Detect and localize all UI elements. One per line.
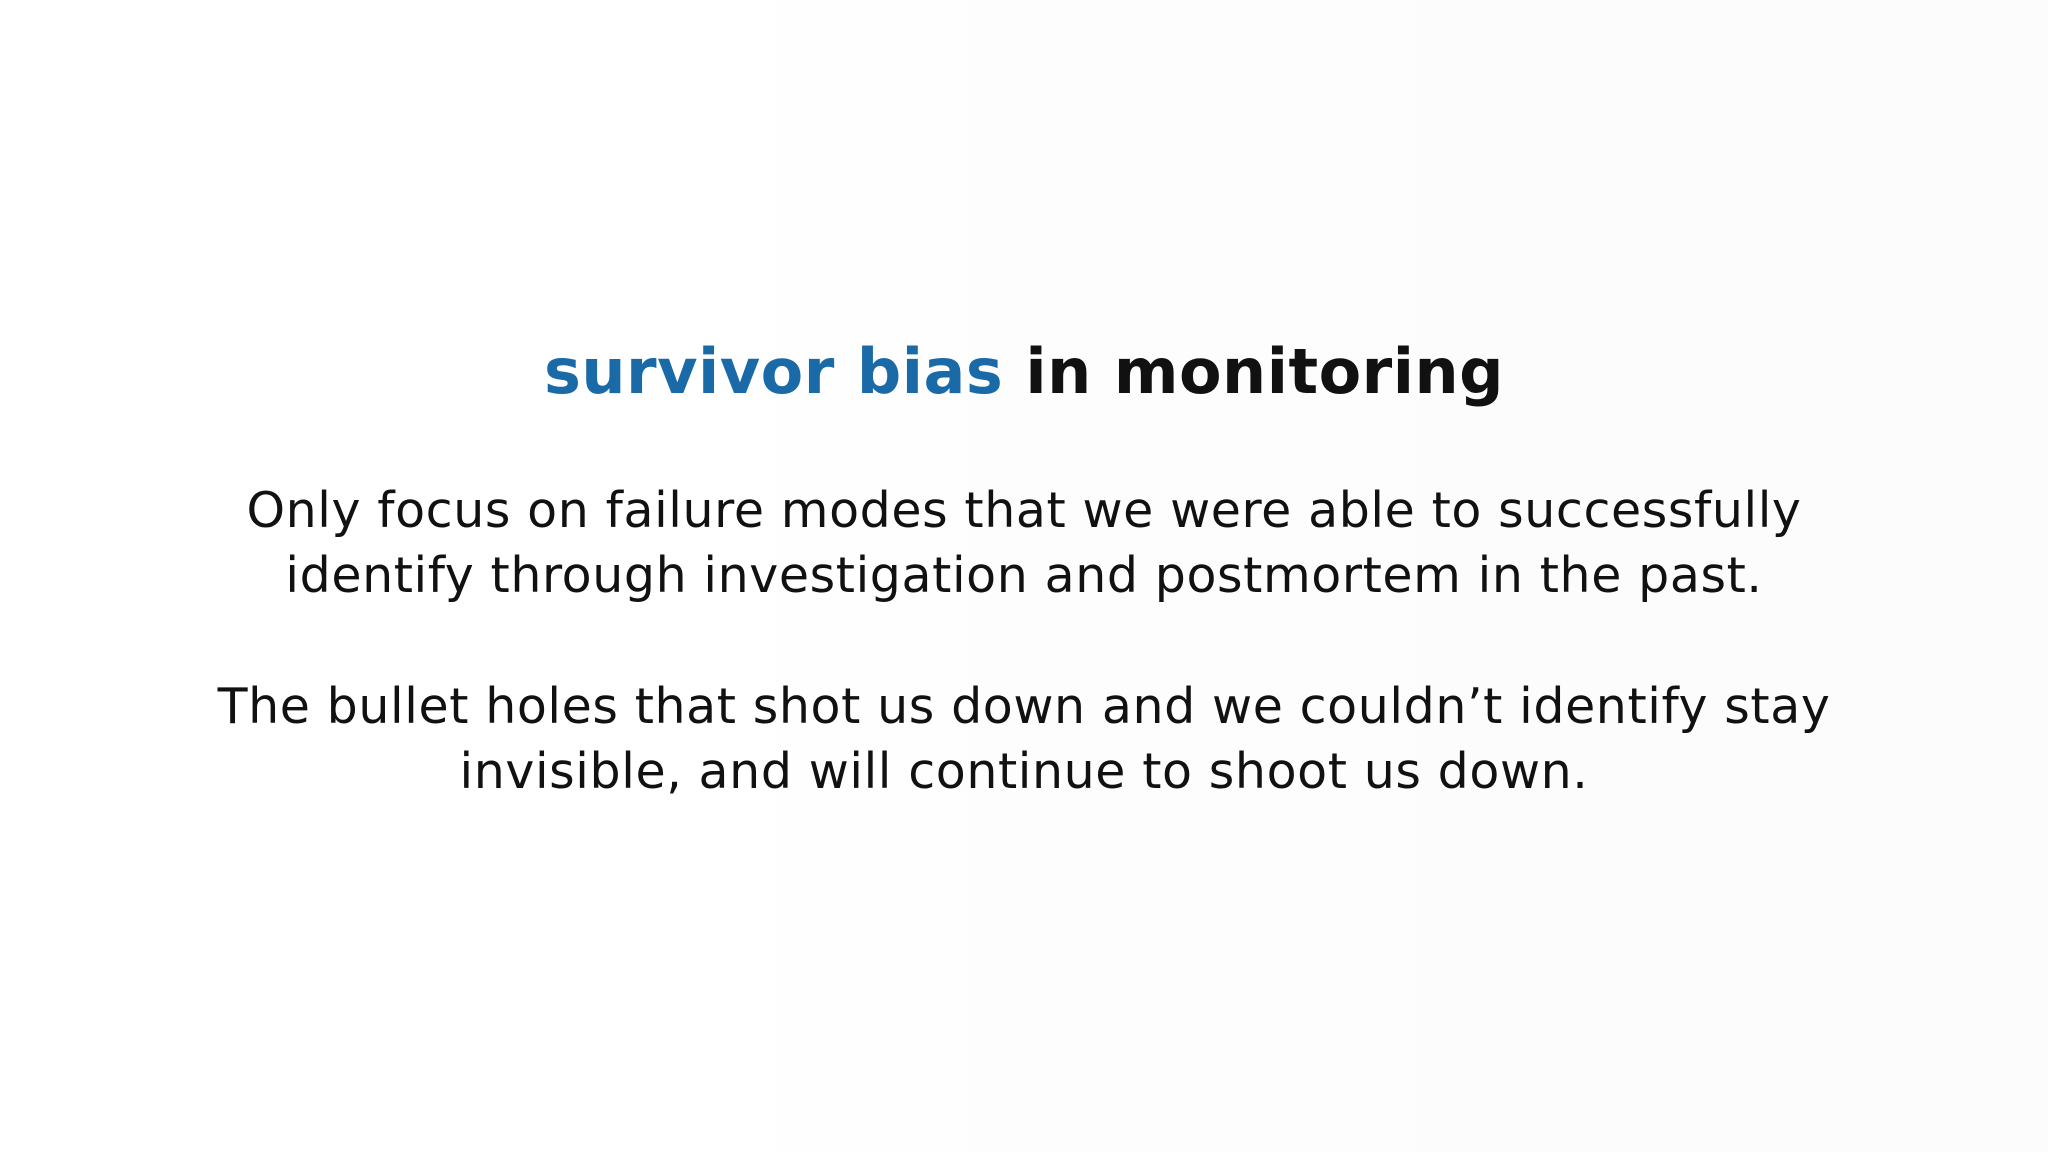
paragraph-line: identify through investigation and postmortem in the past. — [285, 547, 1763, 604]
paragraph-line: invisible, and will continue to shoot us down. — [459, 743, 1589, 800]
title-rest: in monitoring — [1003, 335, 1505, 408]
paragraph-failure-modes — [0, 478, 2048, 608]
paragraph-line: Only focus on failure modes that we were able to successfully — [246, 482, 1802, 539]
paragraph-line: The bullet holes that shot us down and we couldn’t identify stay — [217, 678, 1831, 735]
title-highlight: survivor bias — [543, 335, 1004, 408]
paragraph-bullet-holes — [0, 674, 2048, 804]
slide-title — [0, 330, 2048, 414]
